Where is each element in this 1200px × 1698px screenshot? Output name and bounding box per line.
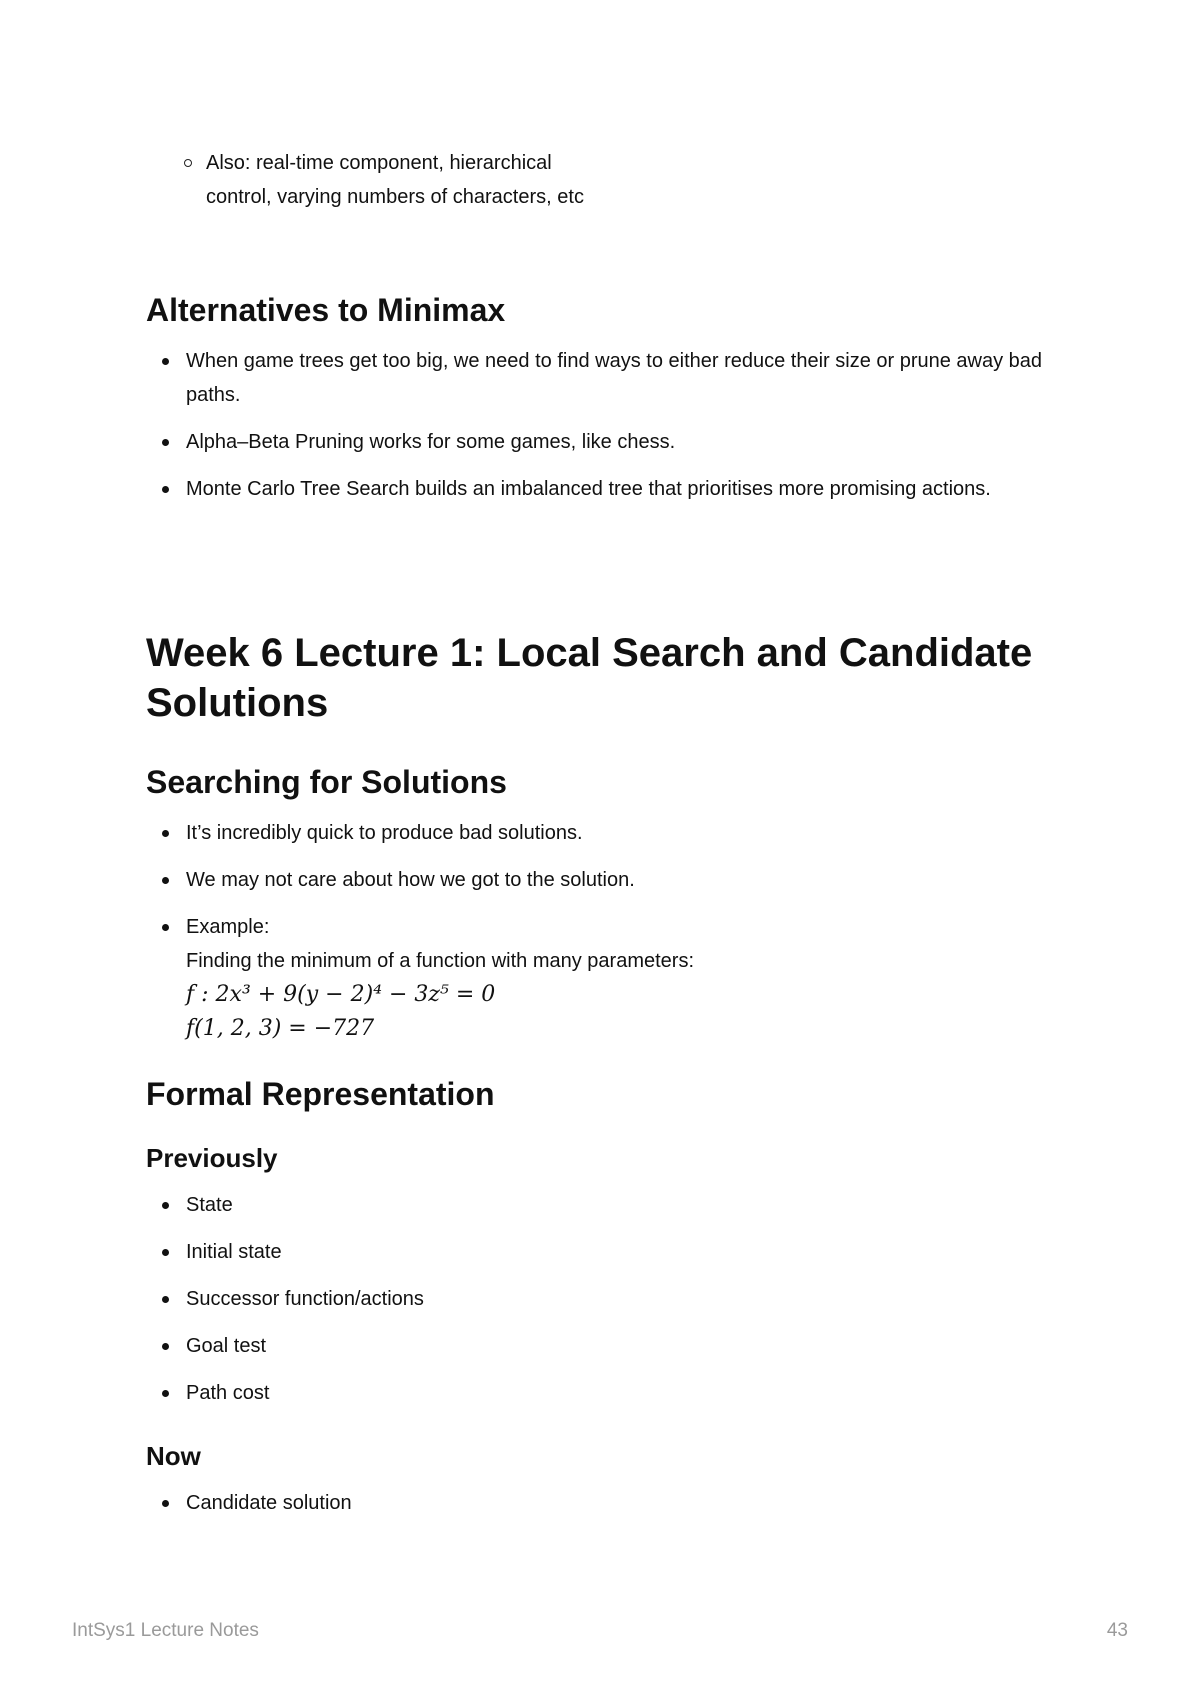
list-item: Alpha–Beta Pruning works for some games, like chess. [146, 425, 1066, 459]
list-item: It’s incredibly quick to produce bad solutions. [146, 816, 1066, 850]
alternatives-heading: Alternatives to Minimax [146, 292, 506, 328]
intro-sub-bullet-line-1: Also: real-time component, hierarchical [206, 152, 552, 174]
example-text: Finding the minimum of a function with many parameters: [186, 950, 694, 972]
list-item: Initial state [146, 1235, 1066, 1269]
list-item: Path cost [146, 1376, 1066, 1410]
list-item: Candidate solution [146, 1486, 1066, 1520]
math-equation-2: f(1, 2, 3) = −727 [186, 1016, 375, 1041]
formal-heading: Formal Representation [146, 1076, 495, 1112]
list-item: State [146, 1188, 1066, 1222]
page-number: 43 [1106, 1620, 1128, 1641]
list-item: When game trees get too big, we need to find ways to either reduce their size or prune away bad paths. [146, 344, 1066, 412]
previously-list [146, 1188, 1066, 1423]
list-item: Goal test [146, 1329, 1066, 1363]
example-label: Example: [186, 916, 270, 938]
alternatives-list [146, 344, 1066, 519]
intro-sub-bullet-line-2: control, varying numbers of characters, etc [206, 186, 584, 208]
list-item: Monte Carlo Tree Search builds an imbalanced tree that prioritises more promising actions. [146, 472, 1066, 506]
week-heading-line-1: Week 6 Lecture 1: Local Search and Candidate [146, 631, 1033, 675]
list-item: Successor function/actions [146, 1282, 1066, 1316]
searching-heading: Searching for Solutions [146, 764, 507, 800]
math-equation-1: f : 2x³ + 9(y − 2)⁴ − 3z⁵ = 0 [186, 982, 496, 1007]
intro-sub-bullet [206, 146, 666, 214]
list-item: We may not care about how we got to the solution. [146, 863, 1066, 897]
week-heading [146, 628, 1076, 728]
now-heading: Now [146, 1441, 201, 1471]
hollow-bullet-icon [184, 159, 192, 167]
searching-list [146, 816, 1066, 1059]
week-heading-line-2: Solutions [146, 681, 329, 725]
footer-title: IntSys1 Lecture Notes [72, 1620, 259, 1641]
list-item-example [146, 910, 1066, 1046]
previously-heading: Previously [146, 1143, 278, 1173]
now-list [146, 1486, 1066, 1533]
